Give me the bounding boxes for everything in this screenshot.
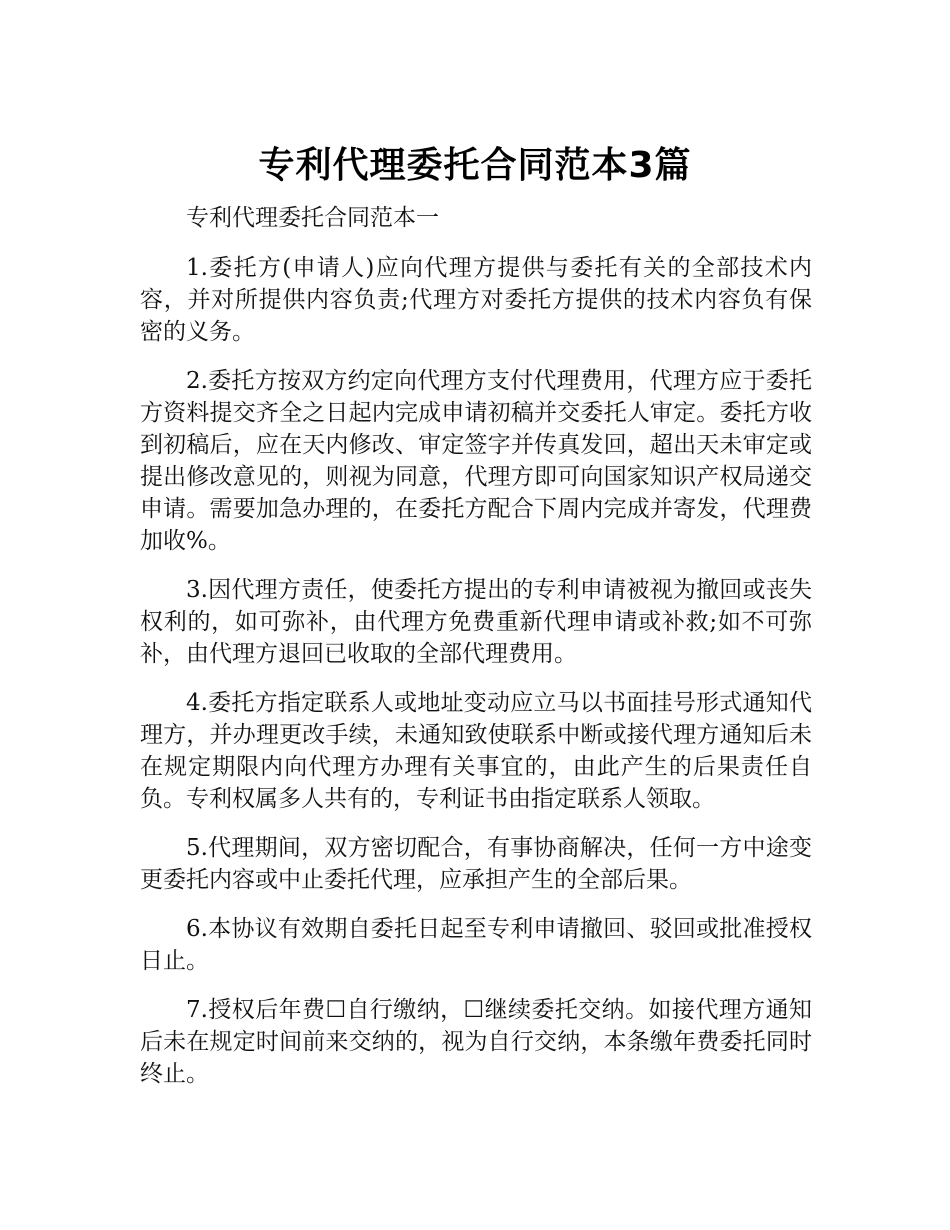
clause-3: 3.因代理方责任，使委托方提出的专利申请被视为撤回或丧失权利的，如可弥补，由代理方免费重新代理申请或补救;如不可弥补，由代理方退回已收取的全部代理费用。	[140, 577, 812, 667]
document-title: 专利代理委托合同范本3篇	[258, 145, 692, 187]
clause-1: 1.委托方(申请人)应向代理方提供与委托有关的全部技术内容，并对所提供内容负责;代理方对委托方提供的技术内容负有保密的义务。	[140, 255, 812, 345]
clause-2: 2.委托方按双方约定向代理方支付代理费用，代理方应于委托方资料提交齐全之日起内完成申请初稿并交委托人审定。委托方收到初稿后，应在天内修改、审定签字并传真发回，超出天未审定或提出修改意见的，则视为同意，代理方即可向国家知识产权局递交申请。需要加急办理的，在委托方配合下周内完成并寄发，代理费加收%。	[140, 368, 812, 554]
clause-6: 6.本协议有效期自委托日起至专利申请撤回、驳回或批准授权日止。	[140, 916, 812, 974]
document-body	[140, 202, 812, 1107]
clause-4: 4.委托方指定联系人或地址变动应立马以书面挂号形式通知代理方，并办理更改手续，未通知致使联系中断或接代理方通知后未在规定期限内向代理方办理有关事宜的，由此产生的后果责任自负。专利权属多人共有的，专利证书由指定联系人领取。	[140, 690, 812, 812]
section-title: 专利代理委托合同范本一	[186, 205, 439, 231]
clause-7: 7.授权后年费☐自行缴纳，☐继续委托交纳。如接代理方通知后未在规定时间前来交纳的，视为自行交纳，本条缴年费委托同时终止。	[140, 997, 812, 1087]
clause-5: 5.代理期间，双方密切配合，有事协商解决，任何一方中途变更委托内容或中止委托代理，应承担产生的全部后果。	[140, 835, 812, 893]
